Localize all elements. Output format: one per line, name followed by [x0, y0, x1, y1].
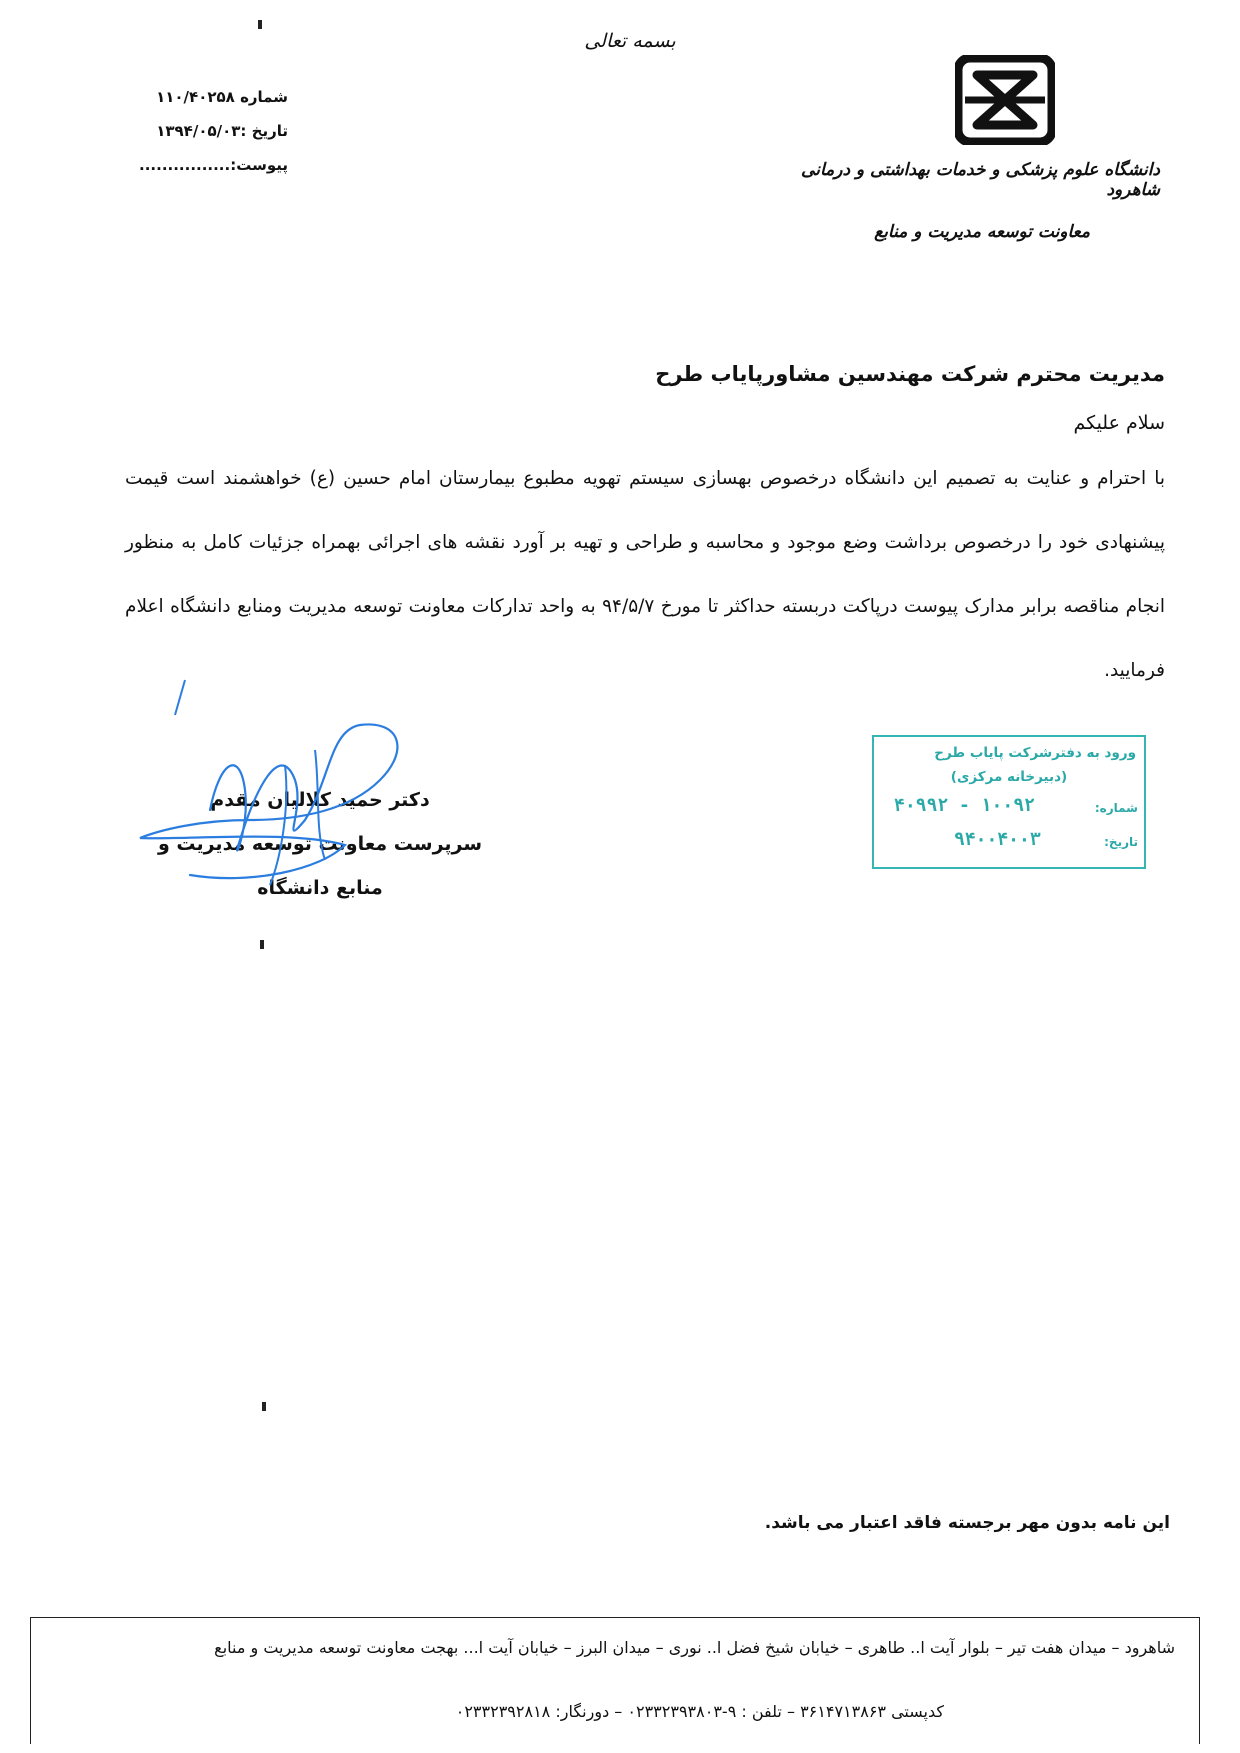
letter-meta: [118, 80, 288, 182]
letter-number-value: ۱۱۰/۴۰۲۵۸: [156, 88, 235, 106]
validity-notice: این نامه بدون مهر برجسته فاقد اعتبار می باشد.: [764, 1513, 1170, 1533]
university-name: دانشگاه علوم پزشکی و خدمات بهداشتی و درمانی شاهرود: [801, 160, 1160, 200]
stamp-date-label: تاریخ:: [1104, 835, 1138, 849]
stamp-date-value: ۹۴۰۰۴۰۰۳: [954, 829, 1041, 850]
attachment-row: [118, 148, 288, 182]
greeting: سلام علیکم: [1073, 412, 1165, 434]
signatory-name: دکتر حمید کلالیان مقدم: [210, 789, 430, 811]
scan-mark: [260, 940, 264, 949]
footer-address: شاهرود – میدان هفت تیر – بلوار آیت ا.. طاهری – خیابان شیخ فضل ا.. نوری – میدان البرز – خیابان آیت ا... بهجت معاونت توسعه مدیریت و منابع: [214, 1638, 1175, 1657]
footer: [30, 1617, 1200, 1744]
stamp-subtitle: (دبیرخانه مرکزی): [950, 769, 1068, 785]
letter-number-label: شماره: [240, 88, 288, 106]
department-name: معاونت توسعه مدیریت و منابع: [874, 222, 1090, 242]
stamp-title: ورود به دفترشرکت پایاب طرح: [934, 745, 1136, 761]
stamp-number-label: شماره:: [1094, 801, 1138, 815]
letter-date-value: ۱۳۹۴/۰۵/۰۳: [156, 122, 241, 140]
scan-mark: [262, 1402, 266, 1411]
received-stamp: [872, 735, 1146, 869]
letter-date-row: [118, 114, 288, 148]
handwritten-signature: [130, 670, 460, 900]
basmala: بسمه تعالی: [584, 30, 676, 52]
addressee: مدیریت محترم شرکت مهندسین مشاورپایاب طرح: [655, 362, 1165, 386]
letter-number-row: [118, 80, 288, 114]
letter-date-label: تاریخ :: [240, 122, 288, 140]
scan-mark: [258, 20, 262, 29]
stamp-number-value: ۱۰۰۹۲ - ۴۰۹۹۲: [894, 795, 1035, 816]
university-logo: [955, 55, 1055, 145]
footer-contact: کدپستی ۳۶۱۴۷۱۳۸۶۳ – تلفن : ۹-۰۲۳۳۲۳۹۳۸۰۳ – دورنگار: ۰۲۳۳۲۳۹۲۸۱۸: [455, 1702, 944, 1721]
signatory-title-line2: منابع دانشگاه: [257, 877, 383, 899]
attachment-value: ................: [139, 156, 231, 174]
letter-body: با احترام و عنایت به تصمیم این دانشگاه درخصوص بهسازی سیستم تهویه مطبوع بیمارستان امام حسین (ع) خواهشمند است قیمت پیشنهادی خود را درخصوص برداشت وضع موجود و محاسبه و طراحی و تهیه بر آورد نقشه های اجرائی بهمراه جزئیات کامل به منظور انجام مناقصه برابر مدارک پیوست درپاکت دربسته حداکثر تا مورخ ۹۴/۵/۷ به واحد تدارکات معاونت توسعه مدیریت ومنابع دانشگاه اعلام فرمایید.: [125, 468, 1166, 681]
signatory-title-line1: سرپرست معاونت توسعه مدیریت و: [157, 833, 483, 855]
attachment-label: پیوست:: [230, 156, 288, 174]
